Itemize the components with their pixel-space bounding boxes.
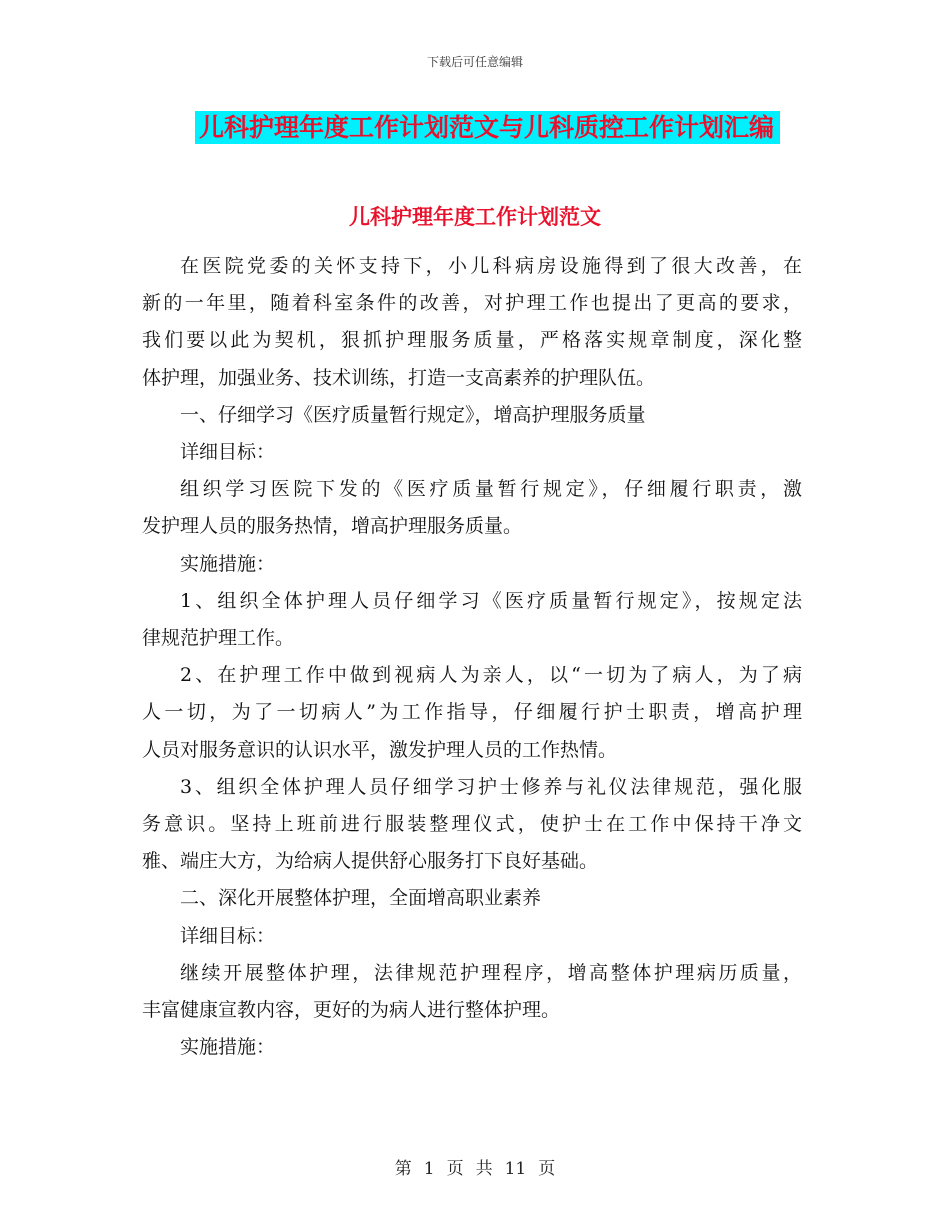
paragraph-line: 发护理人员的服务热情，增高护理服务质量。 xyxy=(142,515,523,538)
paragraph-line: 新的一年里，随着科室条件的改善，对护理工作也提出了更高的要求， xyxy=(142,292,802,315)
paragraph-line: 人一切，为了一切病人”为工作指导，仔细履行护士职责，增高护理 xyxy=(142,701,802,724)
paragraph-line: 2、在护理工作中做到视病人为亲人，以“一切为了病人，为了病 xyxy=(180,664,802,687)
paragraph-line: 详细目标： xyxy=(180,924,276,947)
paragraph-line: 律规范护理工作。 xyxy=(142,627,295,650)
document-main-title: 儿科护理年度工作计划范文与儿科质控工作计划汇编 xyxy=(195,111,780,144)
header-note: 下载后可任意编辑 xyxy=(426,55,523,69)
paragraph-line: 二、深化开展整体护理，全面增高职业素养 xyxy=(180,887,542,910)
paragraph xyxy=(142,471,802,545)
footer-prefix: 第 xyxy=(394,1159,412,1179)
paragraph-line: 实施措施： xyxy=(180,1036,276,1059)
paragraph-line: 雅、端庄大方，为给病人提供舒心服务打下良好基础。 xyxy=(142,850,599,873)
paragraph-line: 组织学习医院下发的《医疗质量暂行规定》，仔细履行职责，激 xyxy=(180,478,802,501)
paragraph xyxy=(142,657,802,769)
paragraph-line: 1、组织全体护理人员仔细学习《医疗质量暂行规定》，按规定法 xyxy=(180,589,802,612)
footer-page-unit: 页 xyxy=(446,1159,464,1179)
footer-total-pages: 11 xyxy=(504,1159,527,1179)
paragraph xyxy=(142,880,802,917)
document-body xyxy=(142,248,802,1066)
footer-total-prefix: 共 xyxy=(475,1159,493,1179)
footer-total-unit: 页 xyxy=(538,1159,556,1179)
paragraph xyxy=(142,546,802,583)
paragraph-line: 一、仔细学习《医疗质量暂行规定》，增高护理服务质量 xyxy=(180,403,646,426)
paragraph xyxy=(142,918,802,955)
paragraph xyxy=(142,955,802,1029)
paragraph xyxy=(142,397,802,434)
paragraph-line: 体护理，加强业务、技术训练，打造一支高素养的护理队伍。 xyxy=(142,366,656,389)
footer-page-number: 1 xyxy=(423,1159,435,1179)
page-footer xyxy=(0,1154,950,1179)
paragraph-line: 继续开展整体护理，法律规范护理程序，增高整体护理病历质量， xyxy=(180,961,802,984)
paragraph-line: 丰富健康宣教内容，更好的为病人进行整体护理。 xyxy=(142,999,561,1022)
paragraph-line: 3、组织全体护理人员仔细学习护士修养与礼仪法律规范，强化服 xyxy=(180,775,802,798)
paragraph xyxy=(142,1029,802,1066)
paragraph-line: 在医院党委的关怀支持下，小儿科病房设施得到了很大改善，在 xyxy=(180,255,802,277)
paragraph-line: 人员对服务意识的认识水平，激发护理人员的工作热情。 xyxy=(142,738,618,761)
paragraph-line: 我们要以此为契机，狠抓护理服务质量，严格落实规章制度，深化整 xyxy=(142,329,802,352)
paragraph xyxy=(142,583,802,657)
paragraph-line: 务意识。坚持上班前进行服装整理仪式，使护士在工作中保持干净文 xyxy=(142,813,802,836)
paragraph xyxy=(142,248,802,397)
paragraph-line: 详细目标： xyxy=(180,441,276,464)
paragraph-line: 实施措施： xyxy=(180,552,276,575)
paragraph xyxy=(142,434,802,471)
paragraph xyxy=(142,769,802,881)
section-title: 儿科护理年度工作计划范文 xyxy=(349,204,601,229)
